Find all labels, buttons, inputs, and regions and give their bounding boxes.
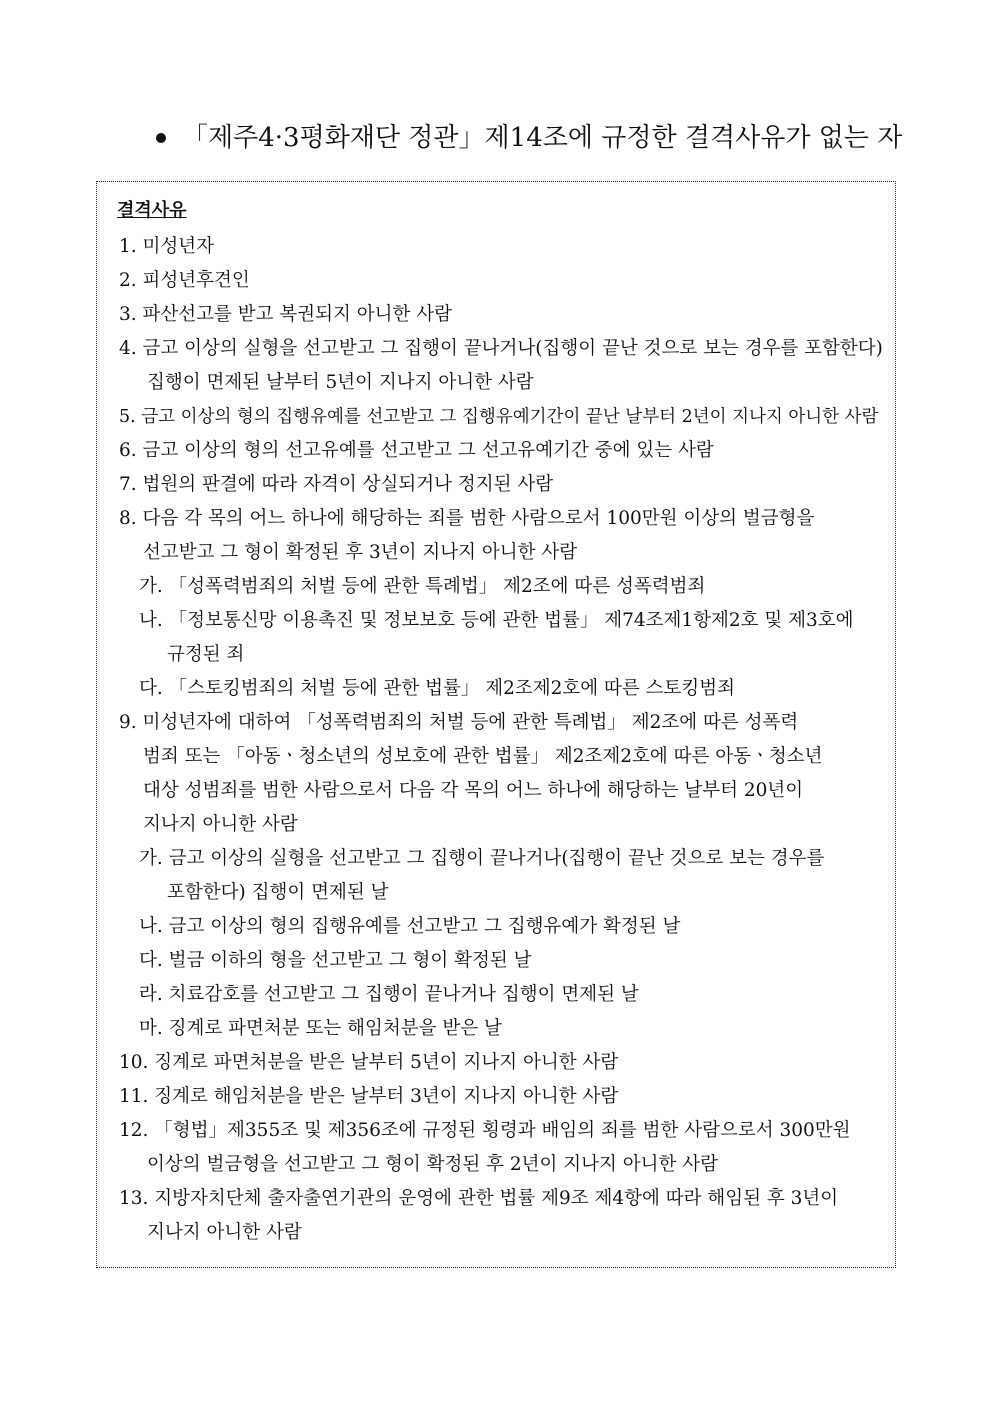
- list-item: 12. 「형법」제355조 및 제356조에 규정된 횡령과 배임의 죄를 범한 사람으로서 300만원: [119, 1120, 851, 1141]
- list-item: 지나지 아니한 사람: [143, 814, 298, 835]
- list-item: 13. 지방자치단체 출자출연기관의 운영에 관한 법률 제9조 제4항에 따라 해임된 후 3년이: [119, 1188, 839, 1209]
- list-item: 나. 금고 이상의 형의 집행유예를 선고받고 그 집행유예가 확정된 날: [139, 916, 681, 937]
- list-item: 가. 금고 이상의 실형을 선고받고 그 집행이 끝나거나(집행이 끝난 것으로 보는 경우를: [139, 848, 825, 869]
- list-item: 1. 미성년자: [119, 236, 215, 257]
- disqualification-box: [96, 181, 896, 1268]
- list-item: 6. 금고 이상의 형의 선고유예를 선고받고 그 선고유예기간 중에 있는 사람: [119, 440, 714, 461]
- list-item: 11. 징계로 해임처분을 받은 날부터 3년이 지나지 아니한 사람: [119, 1086, 619, 1107]
- bullet-icon: [156, 133, 166, 143]
- list-item: 포함한다) 집행이 면제된 날: [167, 882, 389, 903]
- list-item: 8. 다음 각 목의 어느 하나에 해당하는 죄를 범한 사람으로서 100만원 이상의 벌금형을: [119, 508, 815, 529]
- list-item: 가. 「성폭력범죄의 처벌 등에 관한 특례법」 제2조에 따른 성폭력범죄: [139, 576, 706, 597]
- list-item: 4. 금고 이상의 실형을 선고받고 그 집행이 끝나거나(집행이 끝난 것으로 보는 경우를 포함한다): [119, 338, 883, 359]
- list-item: 9. 미성년자에 대하여 「성폭력범죄의 처벌 등에 관한 특례법」 제2조에 따른 성폭력: [119, 712, 799, 733]
- list-item: 규정된 죄: [167, 644, 245, 665]
- list-item: 다. 벌금 이하의 형을 선고받고 그 형이 확정된 날: [139, 950, 532, 971]
- list-item: 대상 성범죄를 범한 사람으로서 다음 각 목의 어느 하나에 해당하는 날부터 20년이: [143, 780, 804, 801]
- list-item: 마. 징계로 파면처분 또는 해임처분을 받은 날: [139, 1018, 502, 1039]
- list-item: 다. 「스토킹범죄의 처벌 등에 관한 법률」 제2조제2호에 따른 스토킹범죄: [139, 678, 735, 699]
- list-item: 선고받고 그 형이 확정된 후 3년이 지나지 아니한 사람: [143, 542, 578, 563]
- list-item: 지나지 아니한 사람: [147, 1222, 302, 1243]
- list-item: 집행이 면제된 날부터 5년이 지나지 아니한 사람: [147, 372, 534, 393]
- list-item: 7. 법원의 판결에 따라 자격이 상실되거나 정지된 사람: [119, 474, 554, 495]
- list-item: 3. 파산선고를 받고 복권되지 아니한 사람: [119, 304, 452, 325]
- box-title: 결격사유: [117, 200, 187, 221]
- list-item: 10. 징계로 파면처분을 받은 날부터 5년이 지나지 아니한 사람: [119, 1052, 619, 1073]
- list-item: 2. 피성년후견인: [119, 270, 250, 291]
- list-item: 나. 「정보통신망 이용촉진 및 정보보호 등에 관한 법률」 제74조제1항제2호 및 제3호에: [139, 610, 854, 631]
- heading-text: 「제주4·3평화재단 정관」제14조에 규정한 결격사유가 없는 자: [182, 123, 903, 153]
- disqualification-list: [97, 230, 895, 1250]
- list-item: 범죄 또는 「아동ㆍ청소년의 성보호에 관한 법률」 제2조제2호에 따른 아동ㆍ청소년: [143, 746, 823, 767]
- list-item: 5. 금고 이상의 형의 집행유예를 선고받고 그 집행유예기간이 끝난 날부터 2년이 지나지 아니한 사람: [119, 407, 879, 427]
- list-item: 라. 치료감호를 선고받고 그 집행이 끝나거나 집행이 면제된 날: [139, 984, 639, 1005]
- section-heading: [150, 118, 910, 158]
- list-item: 이상의 벌금형을 선고받고 그 형이 확정된 후 2년이 지나지 아니한 사람: [147, 1154, 718, 1175]
